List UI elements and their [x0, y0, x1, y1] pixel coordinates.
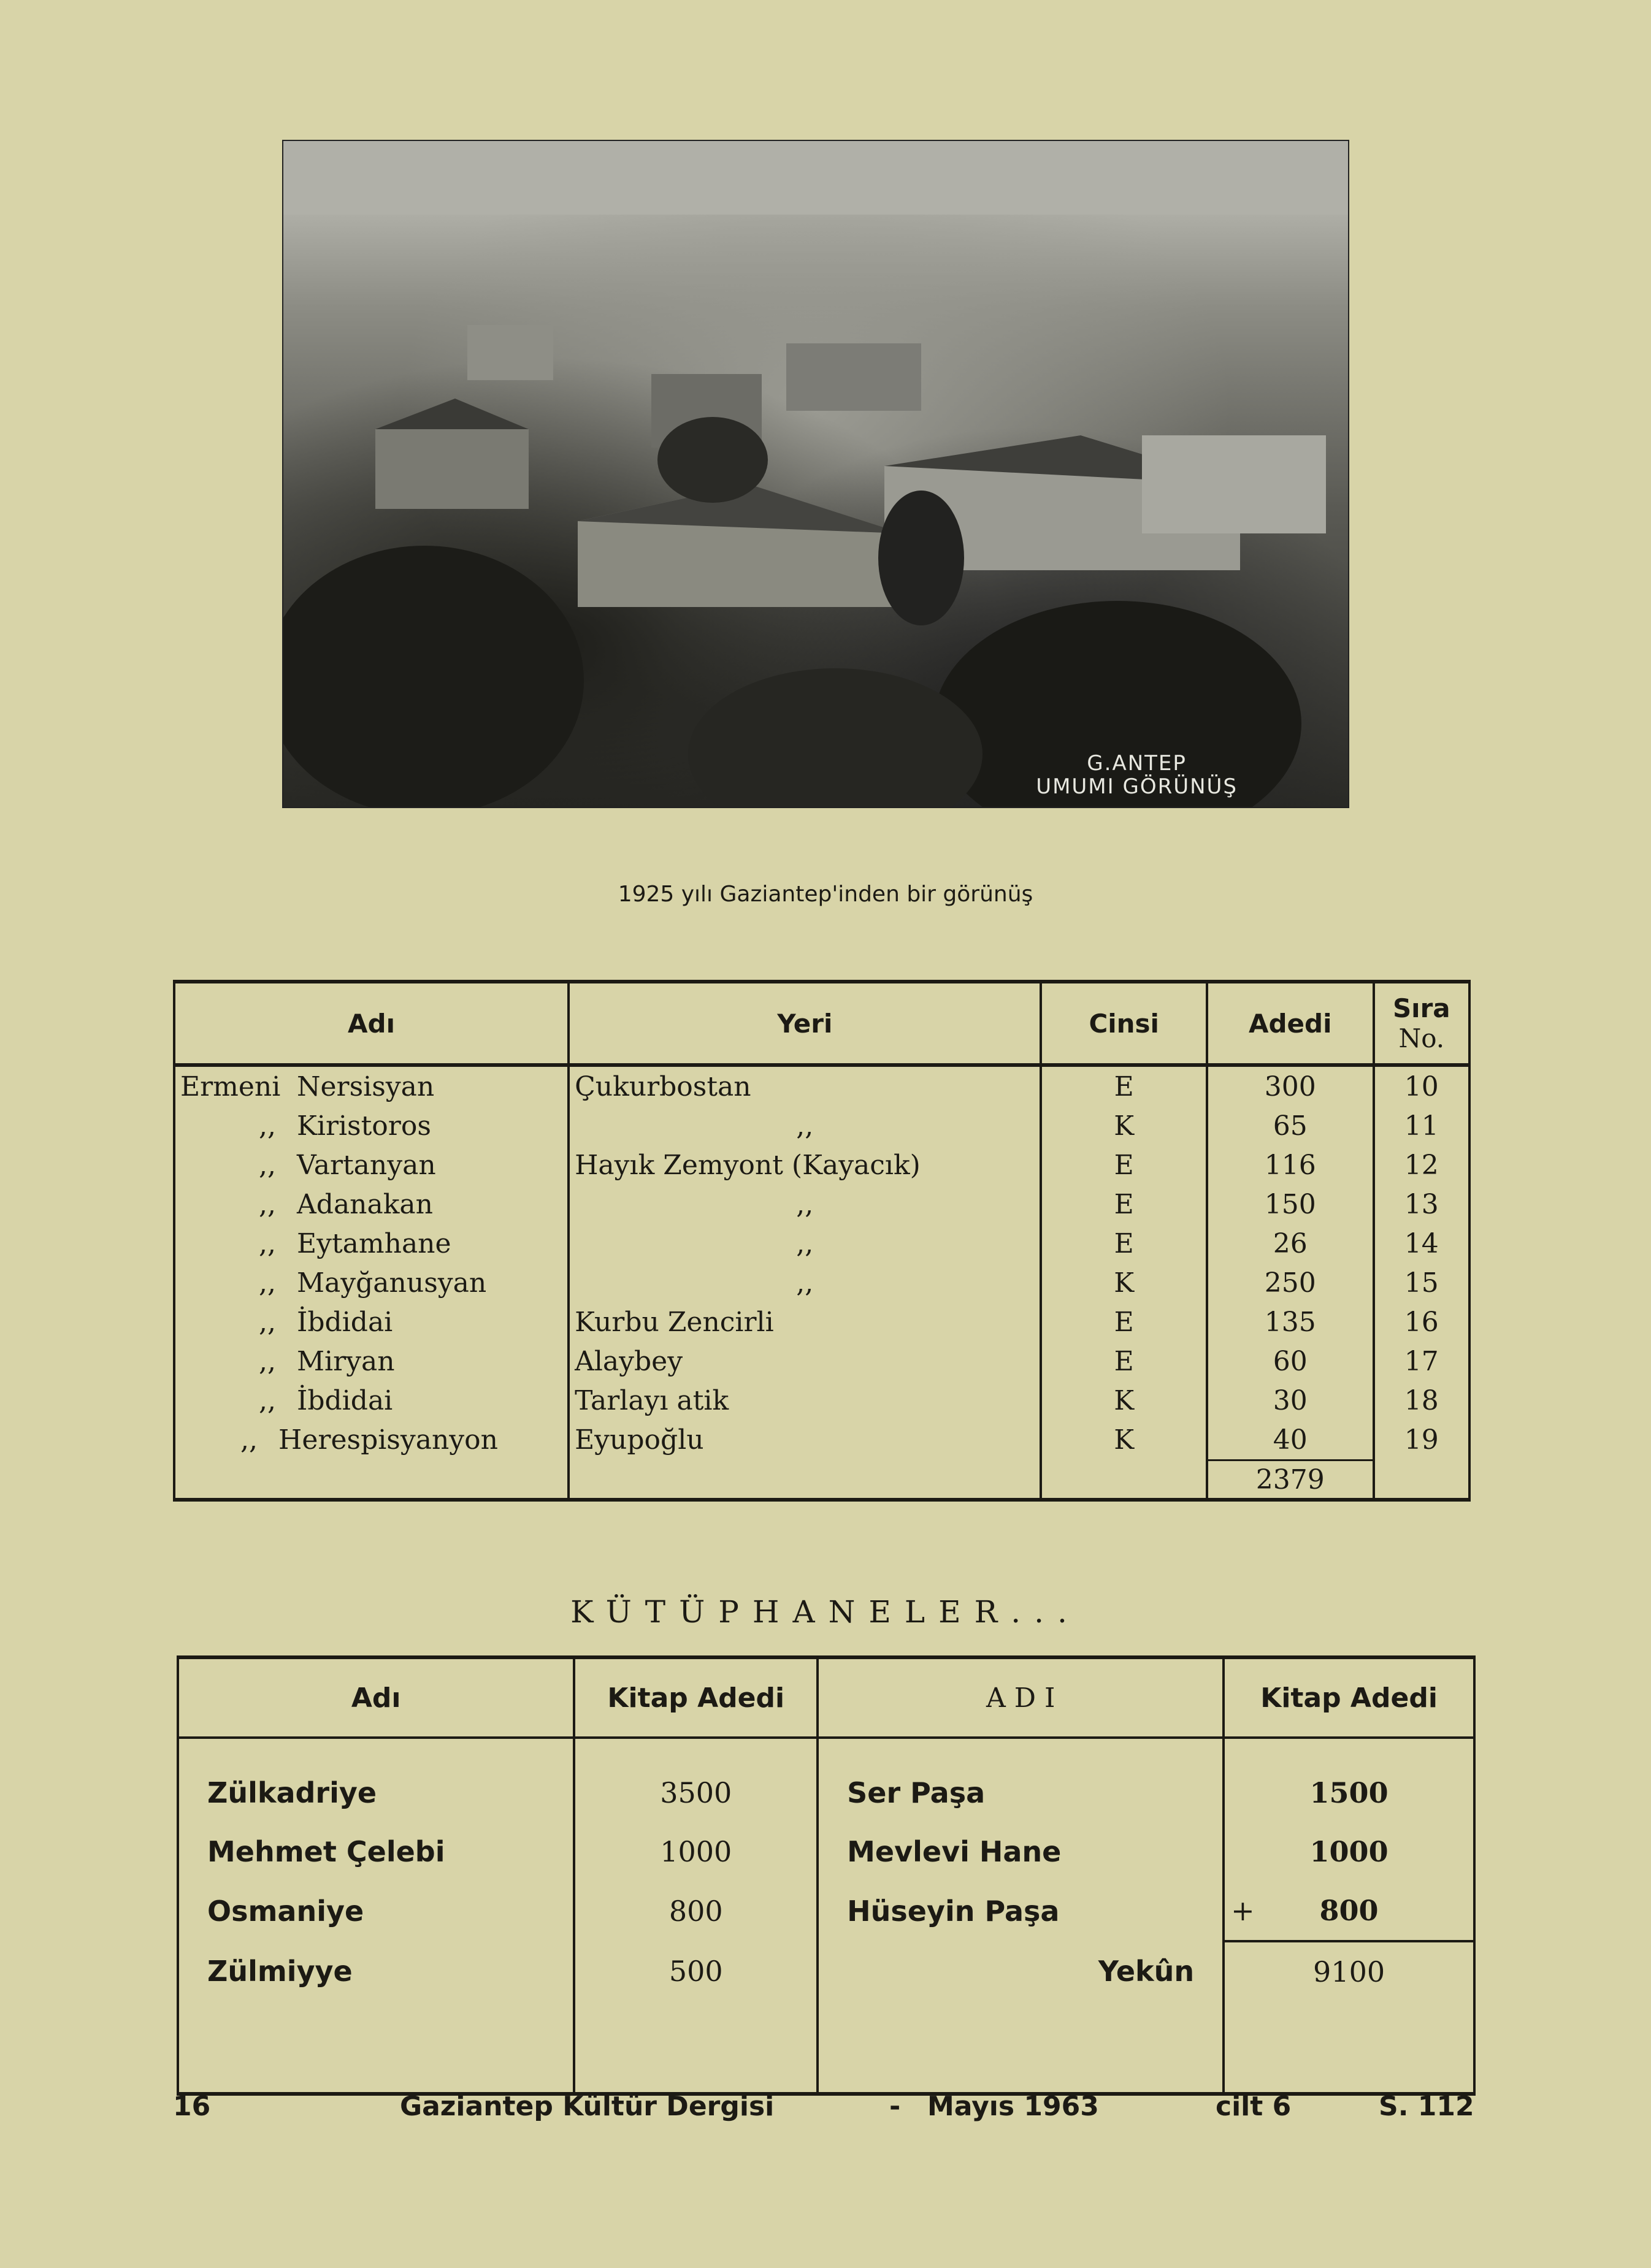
photo-caption: 1925 yılı Gaziantep'inden bir görünüş — [618, 882, 1033, 907]
header-books1: Kitap Adedi — [574, 1657, 818, 1738]
row-books1: 1000 — [574, 1822, 818, 1881]
table-row — [174, 1185, 1469, 1224]
row-name: İbdidai — [297, 1384, 393, 1416]
row-count: 250 — [1207, 1263, 1374, 1302]
row-no: 12 — [1374, 1145, 1469, 1185]
row-books2: 1000 — [1224, 1822, 1474, 1881]
row-name1: Zülmiyye — [178, 1941, 574, 2001]
table-row — [178, 1941, 1474, 2001]
row-name: Nersisyan — [297, 1071, 435, 1102]
row-prefix: ,, — [259, 1110, 276, 1142]
row-name: Eytamhane — [297, 1228, 451, 1259]
header-name: Adı — [174, 982, 569, 1065]
photo-stamp-line1: G.ANTEP — [1087, 751, 1187, 776]
row-place: ,, — [569, 1263, 1041, 1302]
table-row — [174, 1263, 1469, 1302]
table-row — [178, 1881, 1474, 1941]
row-prefix: ,, — [240, 1424, 258, 1456]
row-prefix: ,, — [259, 1228, 276, 1259]
row-type: E — [1041, 1065, 1206, 1106]
church-table — [173, 980, 1471, 1502]
row-name: Herespisyanyon — [278, 1424, 498, 1456]
header-no — [1374, 982, 1469, 1065]
header-count: Adedi — [1207, 982, 1374, 1065]
header-books2: Kitap Adedi — [1224, 1657, 1474, 1738]
row-prefix: ,, — [259, 1345, 276, 1377]
issue-date: Mayıs 1963 — [927, 2091, 1099, 2122]
table-row — [174, 1224, 1469, 1263]
row-books2: 9100 — [1224, 1941, 1474, 2001]
row-prefix: ,, — [259, 1188, 276, 1220]
row-prefix: ,, — [259, 1306, 276, 1338]
row-place: ,, — [569, 1224, 1041, 1263]
row-no: 14 — [1374, 1224, 1469, 1263]
row-name: Kiristoros — [297, 1110, 431, 1142]
row-count: 300 — [1207, 1065, 1374, 1106]
row-no: 15 — [1374, 1263, 1469, 1302]
row-type: E — [1041, 1145, 1206, 1185]
plus-sign: + — [1231, 1894, 1255, 1927]
row-type: K — [1041, 1106, 1206, 1145]
footer-separator: - — [889, 2091, 901, 2122]
row-no: 11 — [1374, 1106, 1469, 1145]
row-name1: Mehmet Çelebi — [178, 1822, 574, 1881]
libraries-heading: KÜTÜPHANELER... — [570, 1594, 1081, 1630]
row-prefix: ,, — [259, 1267, 276, 1299]
row-no: 10 — [1374, 1065, 1469, 1106]
row-prefix: ,, — [259, 1149, 276, 1181]
total-count: 2379 — [1207, 1460, 1374, 1500]
header-no-line2: No. — [1398, 1023, 1445, 1053]
table-row — [174, 1065, 1469, 1106]
row-type: E — [1041, 1342, 1206, 1381]
row-count: 30 — [1207, 1381, 1374, 1420]
row-place: Alaybey — [569, 1342, 1041, 1381]
row-type: E — [1041, 1224, 1206, 1263]
header-place: Yeri — [569, 982, 1041, 1065]
table-row — [174, 1106, 1469, 1145]
row-type: K — [1041, 1381, 1206, 1420]
row-type: E — [1041, 1185, 1206, 1224]
page-footer — [173, 2091, 1479, 2128]
row-type: E — [1041, 1302, 1206, 1342]
magazine-title: Gaziantep Kültür Dergisi — [400, 2091, 775, 2122]
row-name: Miryan — [297, 1345, 395, 1377]
issue-number: S. 112 — [1379, 2091, 1474, 2122]
total-row — [174, 1460, 1469, 1500]
row-name: Vartanyan — [297, 1149, 436, 1181]
table-row — [174, 1381, 1469, 1420]
row-books1: 800 — [574, 1881, 818, 1941]
row-no: 13 — [1374, 1185, 1469, 1224]
header-name1: Adı — [178, 1657, 574, 1738]
row-name2: Mevlevi Hane — [818, 1822, 1224, 1881]
row-no: 19 — [1374, 1420, 1469, 1460]
row-place: Hayık Zemyont (Kayacık) — [569, 1145, 1041, 1185]
page-number: 16 — [173, 2091, 211, 2122]
row-books1: 3500 — [574, 1738, 818, 1822]
row-place: ,, — [569, 1106, 1041, 1145]
row-no: 17 — [1374, 1342, 1469, 1381]
row-place: Eyupoğlu — [569, 1420, 1041, 1460]
row-count: 60 — [1207, 1342, 1374, 1381]
row-place: Çukurbostan — [569, 1065, 1041, 1106]
row-name2: Ser Paşa — [818, 1738, 1224, 1822]
row-no: 18 — [1374, 1381, 1469, 1420]
row-name: Mayğanusyan — [297, 1267, 487, 1299]
row-books2: 800 — [1319, 1894, 1379, 1927]
row-type: K — [1041, 1420, 1206, 1460]
row-type: K — [1041, 1263, 1206, 1302]
city-rooftops-drawing — [283, 141, 1348, 807]
photo-stamp — [1036, 752, 1238, 798]
table-row — [178, 1822, 1474, 1881]
row-name2: Hüseyin Paşa — [818, 1881, 1224, 1941]
row-count: 150 — [1207, 1185, 1374, 1224]
photo-stamp-line2: UMUMI GÖRÜNÜŞ — [1036, 774, 1238, 799]
city-photograph — [282, 140, 1349, 808]
volume: cilt 6 — [1216, 2091, 1292, 2122]
row-name: İbdidai — [297, 1306, 393, 1338]
libraries-table — [177, 1655, 1476, 2096]
row-place: Kurbu Zencirli — [569, 1302, 1041, 1342]
header-type: Cinsi — [1041, 982, 1206, 1065]
row-count: 40 — [1207, 1420, 1374, 1460]
row-name1: Osmaniye — [178, 1881, 574, 1941]
row-place: ,, — [569, 1185, 1041, 1224]
header-name2: A D I — [818, 1657, 1224, 1738]
row-no: 16 — [1374, 1302, 1469, 1342]
row-name1: Zülkadriye — [178, 1738, 574, 1822]
header-no-line1: Sıra — [1392, 993, 1450, 1023]
table-row — [174, 1420, 1469, 1460]
row-name: Adanakan — [297, 1188, 433, 1220]
row-prefix: Ermeni — [180, 1071, 281, 1102]
row-count: 135 — [1207, 1302, 1374, 1342]
row-count: 116 — [1207, 1145, 1374, 1185]
table-row — [174, 1342, 1469, 1381]
table-row — [174, 1302, 1469, 1342]
row-place: Tarlayı atik — [569, 1381, 1041, 1420]
table-row — [174, 1145, 1469, 1185]
row-books2: 1500 — [1224, 1738, 1474, 1822]
table-row — [178, 1738, 1474, 1822]
row-books1: 500 — [574, 1941, 818, 2001]
row-count: 65 — [1207, 1106, 1374, 1145]
row-name2: Yekûn — [818, 1941, 1224, 2001]
row-prefix: ,, — [259, 1384, 276, 1416]
row-count: 26 — [1207, 1224, 1374, 1263]
